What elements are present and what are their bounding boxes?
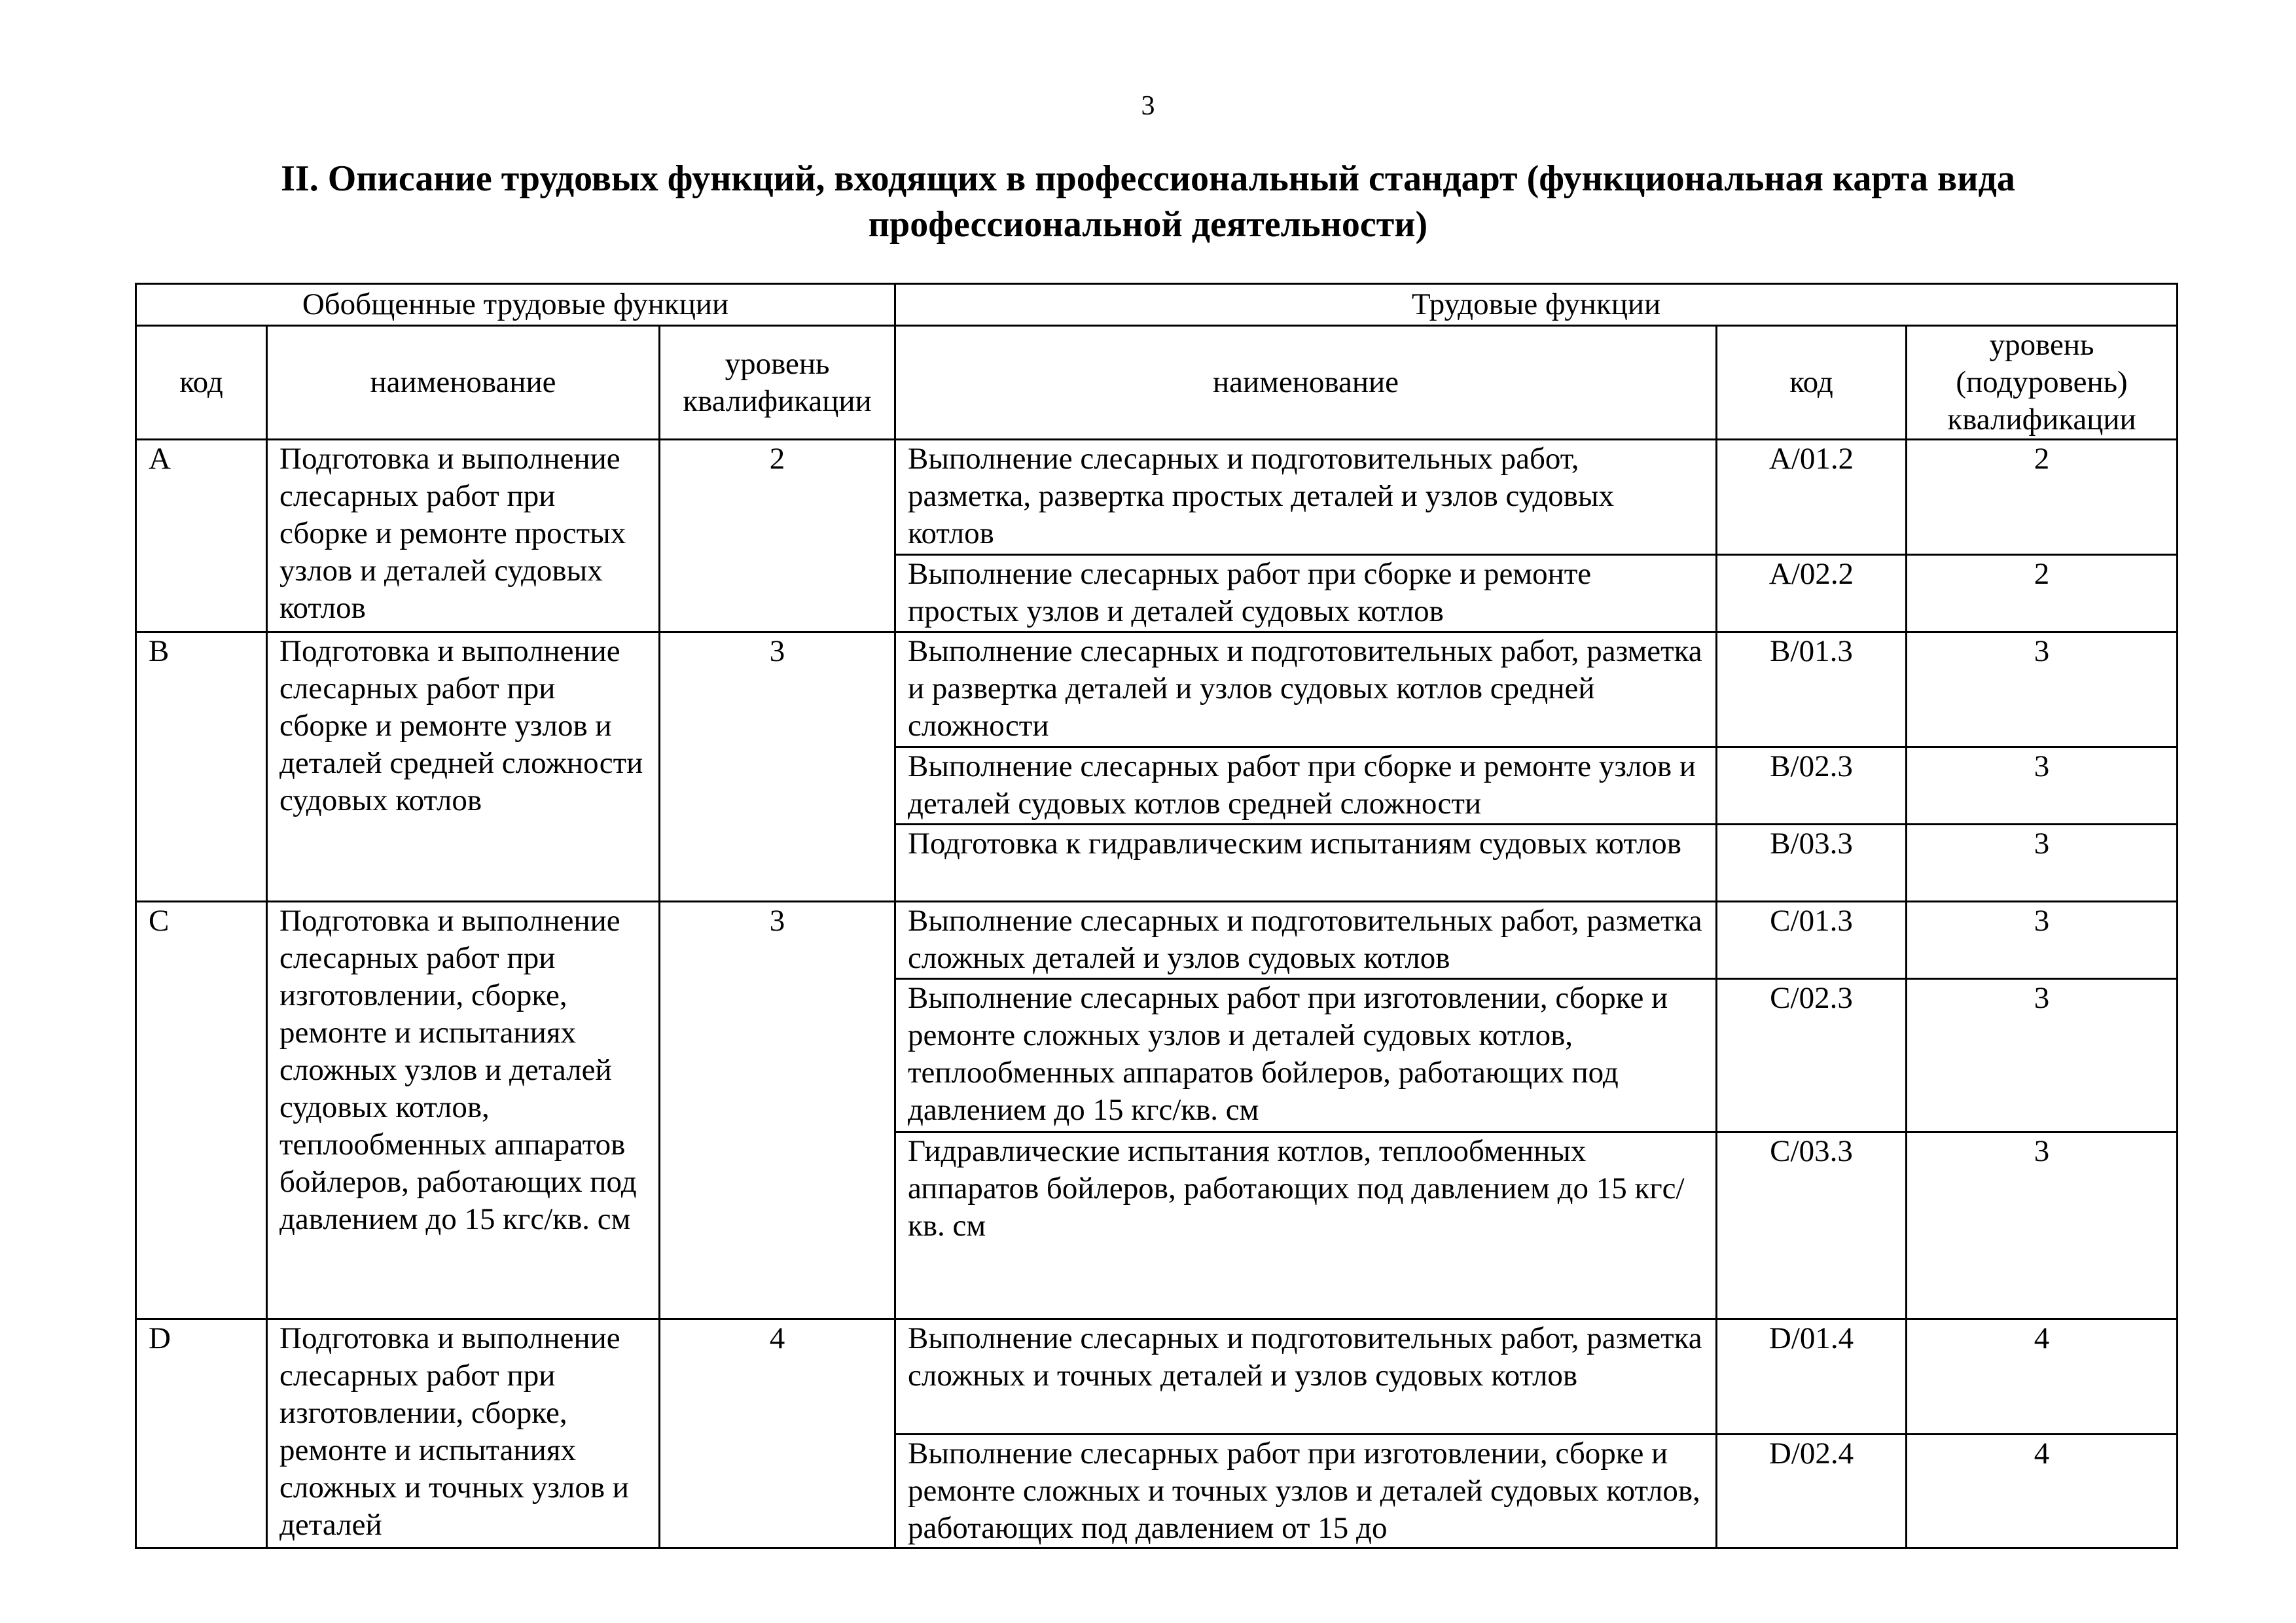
gen-code-cell: B bbox=[136, 632, 267, 902]
func-level-header: уровень (подуровень) квалификации bbox=[1907, 326, 2178, 440]
gen-name-cell: Подготовка и выполнение слесарных работ при сборке и ремонте узлов и деталей средней сложности судовых котлов bbox=[267, 632, 660, 902]
func-name-cell: Выполнение слесарных работ при изготовлении, сборке и ремонте сложных и точных узлов и деталей судовых котлов, работающих под давлением от 15 до bbox=[895, 1435, 1717, 1548]
gen-level-cell: 3 bbox=[660, 632, 895, 902]
gen-level-cell: 3 bbox=[660, 902, 895, 1319]
func-level-cell: 3 bbox=[1907, 979, 2178, 1132]
func-code-cell: B/02.3 bbox=[1717, 747, 1907, 825]
section-title: II. Описание трудовых функций, входящих в профессиональный стандарт (функциональная карта вида профессиональной деятельности) bbox=[281, 158, 2015, 245]
table-row bbox=[136, 632, 2178, 747]
func-name-cell: Выполнение слесарных работ при изготовлении, сборке и ремонте сложных узлов и деталей судовых котлов, теплообменных аппаратов бойлеров, работающих под давлением до 15 кгс/кв. см bbox=[895, 979, 1717, 1132]
gen-code-cell: D bbox=[136, 1319, 267, 1548]
func-name-cell: Выполнение слесарных работ при сборке и ремонте узлов и деталей судовых котлов средней сложности bbox=[895, 747, 1717, 825]
page-number: 3 bbox=[1141, 91, 1155, 121]
table-row bbox=[136, 902, 2178, 979]
gen-name-cell: Подготовка и выполнение слесарных работ при сборке и ремонте простых узлов и деталей судовых котлов bbox=[267, 440, 660, 632]
func-level-cell: 3 bbox=[1907, 747, 2178, 825]
gen-code-header: код bbox=[136, 326, 267, 440]
func-code-cell: C/02.3 bbox=[1717, 979, 1907, 1132]
func-level-cell: 4 bbox=[1907, 1319, 2178, 1435]
func-level-cell: 2 bbox=[1907, 555, 2178, 632]
func-name-cell: Гидравлические испытания котлов, теплообменных аппаратов бойлеров, работающих под давлением до 15 кгс/кв. см bbox=[895, 1132, 1717, 1319]
func-code-cell: B/01.3 bbox=[1717, 632, 1907, 747]
func-level-cell: 3 bbox=[1907, 632, 2178, 747]
generalized-functions-header: Обобщенные трудовые функции bbox=[136, 284, 895, 326]
func-code-cell: D/02.4 bbox=[1717, 1435, 1907, 1548]
gen-name-cell: Подготовка и выполнение слесарных работ при изготовлении, сборке, ремонте и испытаниях сложных узлов и деталей судовых котлов, теплообменных аппаратов бойлеров, работающих под давлением до 15 кгс/кв. см bbox=[267, 902, 660, 1319]
gen-level-cell: 4 bbox=[660, 1319, 895, 1548]
func-level-cell: 4 bbox=[1907, 1435, 2178, 1548]
labor-functions-header: Трудовые функции bbox=[895, 284, 2178, 326]
gen-level-header: уровень квалификации bbox=[660, 326, 895, 440]
func-level-cell: 3 bbox=[1907, 825, 2178, 902]
gen-level-cell: 2 bbox=[660, 440, 895, 632]
func-name-cell: Выполнение слесарных работ при сборке и ремонте простых узлов и деталей судовых котлов bbox=[895, 555, 1717, 632]
gen-code-cell: A bbox=[136, 440, 267, 632]
func-code-cell: B/03.3 bbox=[1717, 825, 1907, 902]
func-name-cell: Выполнение слесарных и подготовительных работ, разметка и развертка деталей и узлов судовых котлов средней сложности bbox=[895, 632, 1717, 747]
table-row bbox=[136, 440, 2178, 555]
functional-map-table bbox=[135, 283, 2178, 1549]
gen-name-header: наименование bbox=[267, 326, 660, 440]
func-level-cell: 3 bbox=[1907, 1132, 2178, 1319]
gen-name-cell: Подготовка и выполнение слесарных работ при изготовлении, сборке, ремонте и испытаниях сложных и точных узлов и деталей bbox=[267, 1319, 660, 1548]
func-name-cell: Выполнение слесарных и подготовительных работ, разметка сложных и точных деталей и узлов судовых котлов bbox=[895, 1319, 1717, 1435]
func-code-header: код bbox=[1717, 326, 1907, 440]
func-name-header: наименование bbox=[895, 326, 1717, 440]
func-code-cell: C/01.3 bbox=[1717, 902, 1907, 979]
func-name-cell: Выполнение слесарных и подготовительных работ, разметка, развертка простых деталей и узлов судовых котлов bbox=[895, 440, 1717, 555]
func-code-cell: A/02.2 bbox=[1717, 555, 1907, 632]
func-name-cell: Подготовка к гидравлическим испытаниям судовых котлов bbox=[895, 825, 1717, 902]
table-row bbox=[136, 1319, 2178, 1435]
func-name-cell: Выполнение слесарных и подготовительных работ, разметка сложных деталей и узлов судовых котлов bbox=[895, 902, 1717, 979]
func-code-cell: C/03.3 bbox=[1717, 1132, 1907, 1319]
func-code-cell: D/01.4 bbox=[1717, 1319, 1907, 1435]
func-code-cell: A/01.2 bbox=[1717, 440, 1907, 555]
gen-code-cell: C bbox=[136, 902, 267, 1319]
func-level-cell: 2 bbox=[1907, 440, 2178, 555]
func-level-cell: 3 bbox=[1907, 902, 2178, 979]
